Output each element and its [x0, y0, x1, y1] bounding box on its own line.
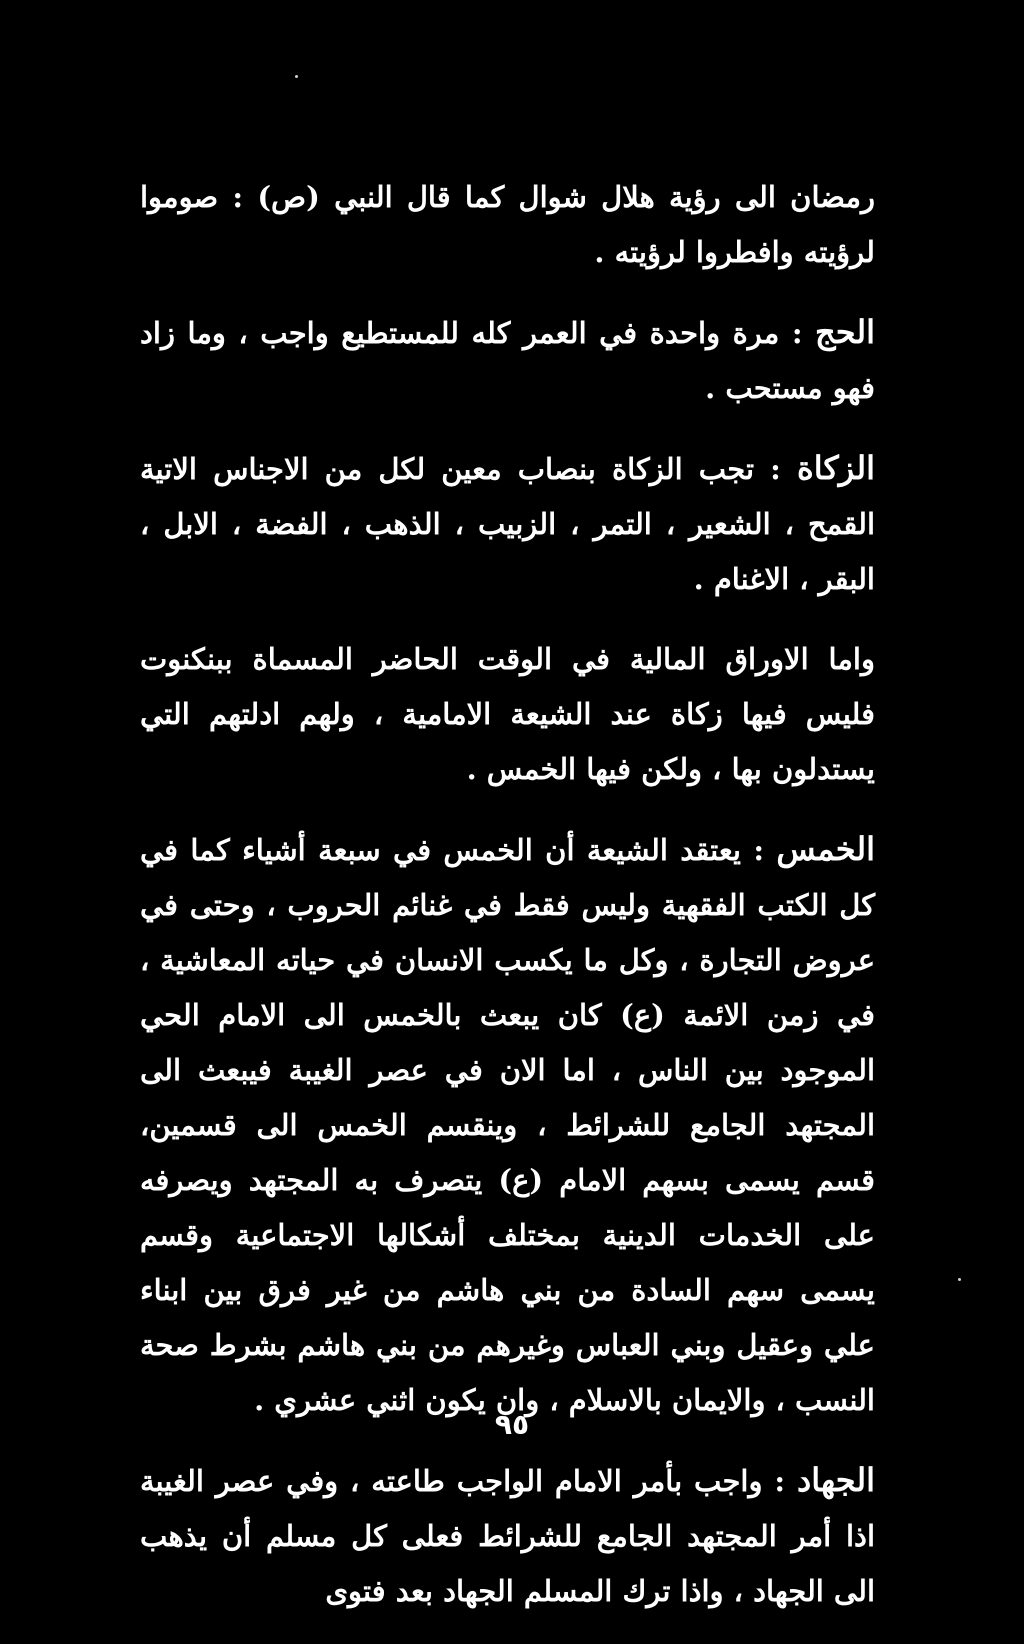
paragraph-ramadan	[140, 170, 875, 280]
paragraph-khums	[140, 822, 875, 1428]
paragraph-jihad	[140, 1453, 875, 1619]
paragraph-text: : مرة واحدة في العمر كله للمستطيع واجب ، وما زاد فهو مستحب .	[140, 316, 875, 405]
term-zakat: الزكاة	[796, 449, 875, 487]
paragraph-banknotes	[140, 632, 875, 797]
paragraph-text: : يعتقد الشيعة أن الخمس في سبعة أشياء كما في كل الكتب الفقهية وليس فقط في غنائم الحروب ، وحتى في عروض التجارة ، وكل ما يكسب الانسان في حياته المعاشية ، في زمن الائمة (ع) كان يبعث بالخمس الى الامام الحي الموجود بين الناس ، اما الان في عصر الغيبة فيبعث الى المجتهد الجامع للشرائط ، وينقسم الخمس الى قسمين، قسم يسمى بسهم الامام (ع) يتصرف به المجتهد ويصرفه على الخدمات الدينية بمختلف أشكالها الاجتماعية وقسم يسمى سهم السادة من بني هاشم من غير فرق بين ابناء علي وعقيل وبني العباس وغيرهم من بني هاشم بشرط صحة النسب ، والايمان بالاسلام ، وان يكون اثني عشري .	[140, 833, 875, 1417]
paragraph-text: : واجب بأمر الامام الواجب طاعته ، وفي عصر الغيبة اذا أمر المجتهد الجامع للشرائط فعلى كل مسلم أن يذهب الى الجهاد ، واذا ترك المسلم الجهاد بعد فتوى	[140, 1464, 875, 1608]
paragraph-text: : تجب الزكاة بنصاب معين لكل من الاجناس الاتية القمح ، الشعير ، التمر ، الزبيب ، الذهب ، الفضة ، الابل ، البقر ، الاغنام .	[140, 452, 875, 596]
term-jihad: الجهاد	[796, 1461, 875, 1499]
page-number: ٩٥	[494, 1408, 530, 1441]
term-khums: الخمس	[776, 830, 875, 868]
speck-right	[958, 1278, 961, 1281]
paragraph-text: واما الاوراق المالية في الوقت الحاضر المسماة ببنكنوت فليس فيها زكاة عند الشيعة الامامية ، ولهم ادلتهم التي يستدلون بها ، ولكن فيها الخمس .	[140, 642, 875, 786]
paragraph-text: رمضان الى رؤية هلال شوال كما قال النبي (ص) : صوموا لرؤيته وافطروا لرؤيته .	[140, 180, 875, 269]
paragraph-hajj	[140, 305, 875, 416]
paragraph-zakat	[140, 441, 875, 607]
speck-top	[295, 75, 298, 78]
term-hajj: الحج	[815, 313, 875, 351]
